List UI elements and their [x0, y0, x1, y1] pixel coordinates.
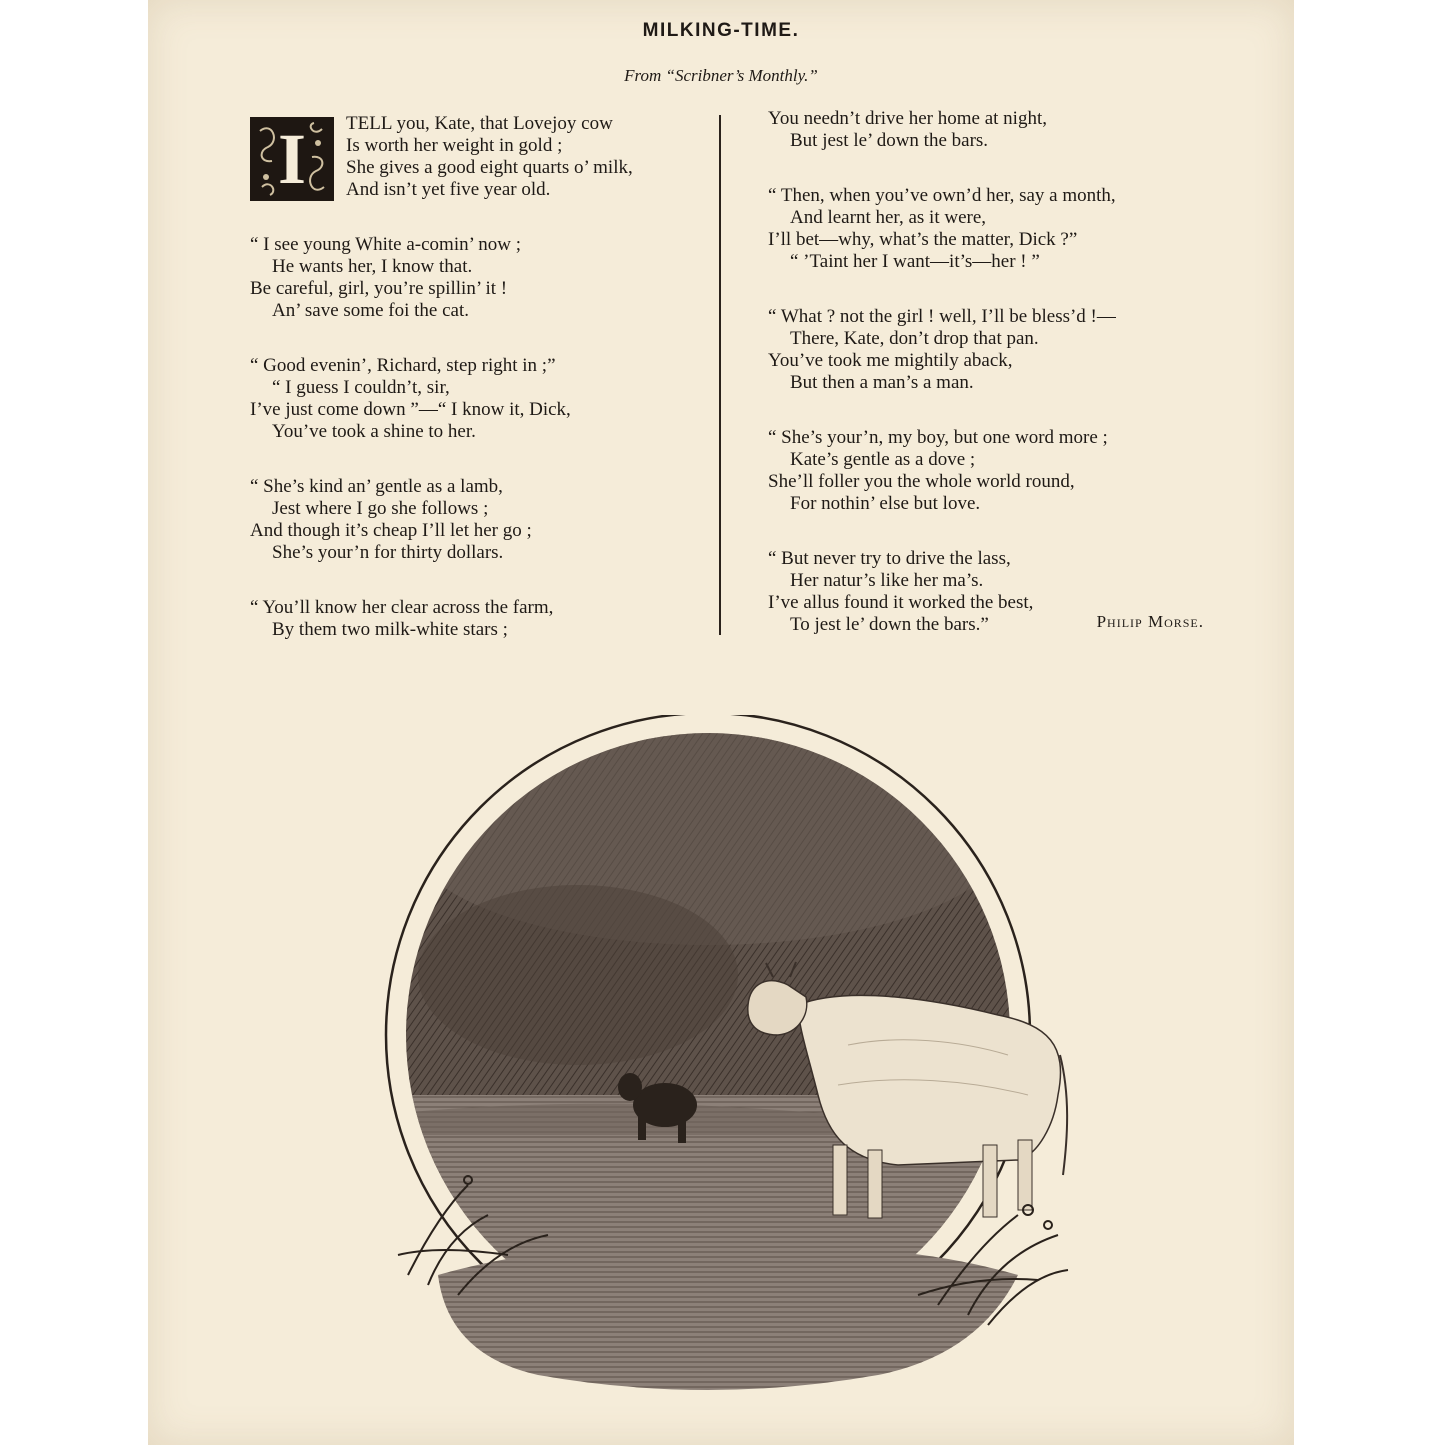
poem-stanza	[250, 355, 720, 443]
column-divider	[719, 115, 721, 635]
poem-title: MILKING-TIME.	[642, 20, 800, 41]
poem-stanza	[768, 185, 1238, 273]
poem-line: He wants her, I know that.	[272, 256, 473, 277]
ornamental-drop-cap	[250, 117, 334, 201]
poem-line: For nothin’ else but love.	[790, 493, 981, 514]
left-column	[250, 113, 720, 674]
drop-cap-letter: I	[277, 119, 307, 199]
poem-line: By them two milk-white stars ;	[272, 619, 508, 640]
poem-line: “ She’s kind an’ gentle as a lamb,	[250, 476, 503, 497]
poem-line: “ I see young White a-comin’ now ;	[250, 234, 522, 255]
poem-line: She’s your’n for thirty dollars.	[272, 542, 504, 563]
poem-line: TELL you, Kate, that Lovejoy cow	[346, 113, 613, 134]
poem-source: From “Scribner’s Monthly.”	[624, 66, 818, 85]
poem-line: And learnt her, as it were,	[790, 207, 987, 228]
poem-line: You’ve took a shine to her.	[272, 421, 476, 442]
author-signature: Philip Morse.	[1096, 612, 1204, 631]
poem-line: An’ save some foi the cat.	[272, 300, 469, 321]
poem-line: Her natur’s like her ma’s.	[790, 570, 984, 591]
poem-line: Jest where I go she follows ;	[272, 498, 489, 519]
poem-line: “ What ? not the girl ! well, I’ll be bless’d !—	[768, 306, 1116, 327]
water-pool	[438, 1248, 1018, 1390]
poem-stanza	[768, 108, 1238, 152]
poem-line: “ I guess I couldn’t, sir,	[272, 377, 450, 398]
poem-stanza	[250, 597, 720, 641]
poem-stanza	[250, 476, 720, 564]
poem-line: You’ve took me mightily aback,	[768, 350, 1013, 371]
poem-line: “ ’Taint her I want—it’s—her ! ”	[790, 251, 1040, 272]
poem-line: But jest le’ down the bars.	[790, 130, 989, 151]
poem-line: And though it’s cheap I’ll let her go ;	[250, 520, 532, 541]
poem-line: I’ve just come down ”—“ I know it, Dick,	[250, 399, 571, 420]
book-page	[148, 0, 1294, 1445]
poem-line: But then a man’s a man.	[790, 372, 974, 393]
cow-engraving-illustration	[378, 715, 1078, 1415]
poem-line: “ Good evenin’, Richard, step right in ;”	[250, 355, 556, 376]
poem-line: “ She’s your’n, my boy, but one word more ;	[768, 427, 1108, 448]
poem-line: I’ve allus found it worked the best,	[768, 592, 1034, 613]
poem-stanza	[250, 234, 720, 322]
right-column	[768, 108, 1238, 669]
poem-line: Kate’s gentle as a dove ;	[790, 449, 976, 470]
poem-line: “ You’ll know her clear across the farm,	[250, 597, 554, 618]
poem-line: There, Kate, don’t drop that pan.	[790, 328, 1039, 349]
poem-line: Be careful, girl, you’re spillin’ it !	[250, 278, 508, 299]
poem-line: To jest le’ down the bars.”	[790, 614, 989, 635]
poem-line: She gives a good eight quarts o’ milk,	[346, 157, 633, 178]
poem-line: You needn’t drive her home at night,	[768, 108, 1047, 129]
poem-line: I’ll bet—why, what’s the matter, Dick ?”	[768, 229, 1078, 250]
poem-line: “ Then, when you’ve own’d her, say a month,	[768, 185, 1116, 206]
poem-line: “ But never try to drive the lass,	[768, 548, 1011, 569]
poem-stanza	[768, 427, 1238, 515]
poem-stanza	[768, 306, 1238, 394]
poem-line: And isn’t yet five year old.	[346, 179, 551, 200]
poem-line: She’ll foller you the whole world round,	[768, 471, 1075, 492]
poem-line: Is worth her weight in gold ;	[346, 135, 563, 156]
